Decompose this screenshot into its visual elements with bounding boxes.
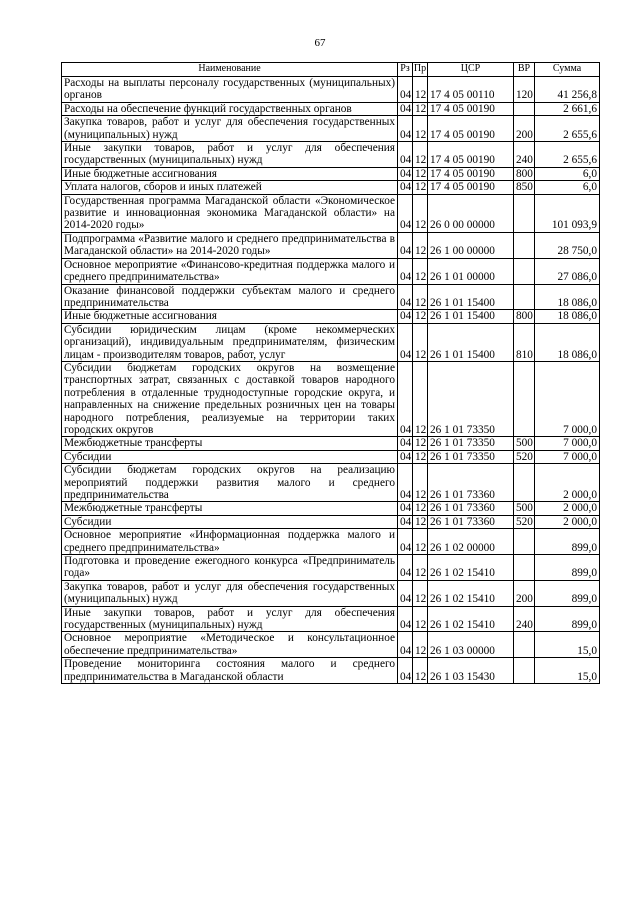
table-row bbox=[62, 502, 600, 515]
table-row bbox=[62, 361, 600, 436]
header-name: Наименование bbox=[62, 63, 398, 77]
row-csr: 26 1 02 15410 bbox=[428, 580, 514, 606]
table-row bbox=[62, 142, 600, 168]
row-name: Расходы на выплаты персоналу государственных (муниципальных) органов bbox=[62, 77, 398, 103]
row-name: Субсидии бюджетам городских округов на возмещение транспортных затрат, связанных с доставкой товаров народного потребления в отдаленные труднодоступные городские округа, и направленных на снижение предельных розничных цен на товары народного потребления, реализуемые на территории таких городских округов bbox=[62, 361, 398, 436]
row-vr bbox=[514, 232, 535, 258]
row-rz: 04 bbox=[398, 632, 413, 658]
row-sum: 2 661,6 bbox=[535, 102, 600, 115]
row-name: Закупка товаров, работ и услуг для обеспечения государственных (муниципальных) нужд bbox=[62, 116, 398, 142]
row-pr: 12 bbox=[413, 142, 428, 168]
row-pr: 12 bbox=[413, 555, 428, 581]
row-name: Иные закупки товаров, работ и услуг для обеспечения государственных (муниципальных) нужд bbox=[62, 606, 398, 632]
table-row bbox=[62, 606, 600, 632]
row-pr: 12 bbox=[413, 194, 428, 232]
row-pr: 12 bbox=[413, 310, 428, 323]
row-name: Подпрограмма «Развитие малого и среднего предпринимательства в Магаданской области» на 2014-2020 годы» bbox=[62, 232, 398, 258]
row-rz: 04 bbox=[398, 116, 413, 142]
row-pr: 12 bbox=[413, 464, 428, 502]
row-pr: 12 bbox=[413, 258, 428, 284]
row-vr: 240 bbox=[514, 142, 535, 168]
row-sum: 7 000,0 bbox=[535, 361, 600, 436]
row-rz: 04 bbox=[398, 258, 413, 284]
budget-table bbox=[61, 62, 600, 684]
row-vr: 800 bbox=[514, 310, 535, 323]
row-pr: 12 bbox=[413, 323, 428, 361]
row-csr: 17 4 05 00190 bbox=[428, 181, 514, 194]
row-name: Иные закупки товаров, работ и услуг для обеспечения государственных (муниципальных) нужд bbox=[62, 142, 398, 168]
row-csr: 26 1 01 15400 bbox=[428, 323, 514, 361]
row-csr: 26 1 01 00000 bbox=[428, 258, 514, 284]
table-row bbox=[62, 310, 600, 323]
row-rz: 04 bbox=[398, 658, 413, 684]
row-sum: 27 086,0 bbox=[535, 258, 600, 284]
table-row bbox=[62, 194, 600, 232]
row-csr: 17 4 05 00190 bbox=[428, 167, 514, 180]
row-vr: 500 bbox=[514, 437, 535, 450]
row-name: Закупка товаров, работ и услуг для обеспечения государственных (муниципальных) нужд bbox=[62, 580, 398, 606]
row-rz: 04 bbox=[398, 606, 413, 632]
table-row bbox=[62, 437, 600, 450]
table-row bbox=[62, 464, 600, 502]
row-name: Основное мероприятие «Информационная поддержка малого и среднего предпринимательства» bbox=[62, 529, 398, 555]
row-csr: 26 1 01 15400 bbox=[428, 284, 514, 310]
header-vr: ВР bbox=[514, 63, 535, 77]
row-vr bbox=[514, 555, 535, 581]
row-sum: 899,0 bbox=[535, 555, 600, 581]
table-row bbox=[62, 77, 600, 103]
row-pr: 12 bbox=[413, 181, 428, 194]
row-name: Уплата налогов, сборов и иных платежей bbox=[62, 181, 398, 194]
table-row bbox=[62, 450, 600, 463]
row-pr: 12 bbox=[413, 632, 428, 658]
row-pr: 12 bbox=[413, 606, 428, 632]
row-vr: 850 bbox=[514, 181, 535, 194]
row-name: Подготовка и проведение ежегодного конкурса «Предприниматель года» bbox=[62, 555, 398, 581]
row-csr: 26 1 01 73350 bbox=[428, 437, 514, 450]
row-name: Субсидии бюджетам городских округов на реализацию мероприятий поддержки развития малого и среднего предпринимательства bbox=[62, 464, 398, 502]
row-name: Государственная программа Магаданской области «Экономическое развитие и инновационная экономика Магаданской области» на 2014-2020 годы» bbox=[62, 194, 398, 232]
row-pr: 12 bbox=[413, 284, 428, 310]
row-name: Оказание финансовой поддержки субъектам малого и среднего предпринимательства bbox=[62, 284, 398, 310]
table-row bbox=[62, 258, 600, 284]
row-csr: 26 1 02 15410 bbox=[428, 555, 514, 581]
row-sum: 15,0 bbox=[535, 658, 600, 684]
row-pr: 12 bbox=[413, 658, 428, 684]
row-sum: 2 000,0 bbox=[535, 515, 600, 528]
row-pr: 12 bbox=[413, 167, 428, 180]
row-csr: 26 0 00 00000 bbox=[428, 194, 514, 232]
row-csr: 26 1 01 15400 bbox=[428, 310, 514, 323]
row-vr: 810 bbox=[514, 323, 535, 361]
row-sum: 15,0 bbox=[535, 632, 600, 658]
row-sum: 18 086,0 bbox=[535, 323, 600, 361]
row-vr: 500 bbox=[514, 502, 535, 515]
table-row bbox=[62, 555, 600, 581]
row-vr: 520 bbox=[514, 450, 535, 463]
table-row bbox=[62, 529, 600, 555]
row-vr bbox=[514, 464, 535, 502]
header-sum: Сумма bbox=[535, 63, 600, 77]
row-csr: 26 1 01 73350 bbox=[428, 361, 514, 436]
table-header-row bbox=[62, 63, 600, 77]
row-csr: 17 4 05 00190 bbox=[428, 142, 514, 168]
row-rz: 04 bbox=[398, 232, 413, 258]
row-csr: 26 1 03 15430 bbox=[428, 658, 514, 684]
table-row bbox=[62, 181, 600, 194]
row-pr: 12 bbox=[413, 116, 428, 142]
row-sum: 899,0 bbox=[535, 606, 600, 632]
row-pr: 12 bbox=[413, 361, 428, 436]
row-pr: 12 bbox=[413, 450, 428, 463]
row-vr: 800 bbox=[514, 167, 535, 180]
row-csr: 17 4 05 00190 bbox=[428, 102, 514, 115]
row-vr bbox=[514, 632, 535, 658]
row-sum: 2 000,0 bbox=[535, 464, 600, 502]
row-rz: 04 bbox=[398, 361, 413, 436]
table-row bbox=[62, 232, 600, 258]
row-rz: 04 bbox=[398, 450, 413, 463]
row-pr: 12 bbox=[413, 580, 428, 606]
row-rz: 04 bbox=[398, 194, 413, 232]
row-sum: 101 093,9 bbox=[535, 194, 600, 232]
row-sum: 899,0 bbox=[535, 529, 600, 555]
row-csr: 26 1 02 00000 bbox=[428, 529, 514, 555]
row-rz: 04 bbox=[398, 310, 413, 323]
row-rz: 04 bbox=[398, 464, 413, 502]
row-sum: 7 000,0 bbox=[535, 437, 600, 450]
row-name: Расходы на обеспечение функций государственных органов bbox=[62, 102, 398, 115]
row-sum: 899,0 bbox=[535, 580, 600, 606]
row-vr bbox=[514, 658, 535, 684]
table-row bbox=[62, 515, 600, 528]
row-pr: 12 bbox=[413, 232, 428, 258]
table-row bbox=[62, 580, 600, 606]
row-vr: 200 bbox=[514, 580, 535, 606]
table-row bbox=[62, 632, 600, 658]
row-csr: 26 1 01 73360 bbox=[428, 464, 514, 502]
row-pr: 12 bbox=[413, 515, 428, 528]
table-row bbox=[62, 102, 600, 115]
row-csr: 26 1 01 73360 bbox=[428, 502, 514, 515]
row-rz: 04 bbox=[398, 77, 413, 103]
row-sum: 2 655,6 bbox=[535, 142, 600, 168]
row-name: Межбюджетные трансферты bbox=[62, 502, 398, 515]
row-name: Основное мероприятие «Финансово-кредитная поддержка малого и среднего предпринимательства» bbox=[62, 258, 398, 284]
row-rz: 04 bbox=[398, 181, 413, 194]
row-vr bbox=[514, 102, 535, 115]
header-csr: ЦСР bbox=[428, 63, 514, 77]
row-csr: 26 1 03 00000 bbox=[428, 632, 514, 658]
row-sum: 18 086,0 bbox=[535, 284, 600, 310]
row-rz: 04 bbox=[398, 142, 413, 168]
row-vr: 520 bbox=[514, 515, 535, 528]
row-pr: 12 bbox=[413, 77, 428, 103]
row-csr: 17 4 05 00110 bbox=[428, 77, 514, 103]
row-pr: 12 bbox=[413, 102, 428, 115]
header-rz: Рз bbox=[398, 63, 413, 77]
row-rz: 04 bbox=[398, 529, 413, 555]
row-sum: 6,0 bbox=[535, 181, 600, 194]
row-pr: 12 bbox=[413, 529, 428, 555]
row-csr: 26 1 01 73350 bbox=[428, 450, 514, 463]
table-body bbox=[62, 77, 600, 684]
table-row bbox=[62, 284, 600, 310]
row-vr bbox=[514, 194, 535, 232]
row-rz: 04 bbox=[398, 580, 413, 606]
row-name: Субсидии bbox=[62, 515, 398, 528]
page-number: 67 bbox=[314, 37, 326, 49]
row-name: Проведение мониторинга состояния малого и среднего предпринимательства в Магаданской области bbox=[62, 658, 398, 684]
row-sum: 2 655,6 bbox=[535, 116, 600, 142]
table-row bbox=[62, 658, 600, 684]
row-name: Межбюджетные трансферты bbox=[62, 437, 398, 450]
row-vr bbox=[514, 258, 535, 284]
row-sum: 6,0 bbox=[535, 167, 600, 180]
row-pr: 12 bbox=[413, 437, 428, 450]
row-vr bbox=[514, 284, 535, 310]
row-sum: 2 000,0 bbox=[535, 502, 600, 515]
row-name: Иные бюджетные ассигнования bbox=[62, 310, 398, 323]
row-name: Субсидии bbox=[62, 450, 398, 463]
row-vr: 200 bbox=[514, 116, 535, 142]
row-sum: 7 000,0 bbox=[535, 450, 600, 463]
row-sum: 18 086,0 bbox=[535, 310, 600, 323]
row-rz: 04 bbox=[398, 167, 413, 180]
row-vr: 240 bbox=[514, 606, 535, 632]
row-vr: 120 bbox=[514, 77, 535, 103]
row-rz: 04 bbox=[398, 102, 413, 115]
row-vr bbox=[514, 361, 535, 436]
row-name: Иные бюджетные ассигнования bbox=[62, 167, 398, 180]
row-rz: 04 bbox=[398, 555, 413, 581]
row-sum: 41 256,8 bbox=[535, 77, 600, 103]
row-csr: 26 1 01 73360 bbox=[428, 515, 514, 528]
row-sum: 28 750,0 bbox=[535, 232, 600, 258]
row-csr: 26 1 00 00000 bbox=[428, 232, 514, 258]
row-pr: 12 bbox=[413, 502, 428, 515]
table-row bbox=[62, 323, 600, 361]
row-csr: 26 1 02 15410 bbox=[428, 606, 514, 632]
table-row bbox=[62, 116, 600, 142]
row-vr bbox=[514, 529, 535, 555]
row-rz: 04 bbox=[398, 323, 413, 361]
row-rz: 04 bbox=[398, 502, 413, 515]
row-rz: 04 bbox=[398, 437, 413, 450]
row-name: Субсидии юридическим лицам (кроме некоммерческих организаций), индивидуальным предпринимателям, физическим лицам - производителям товаров, работ, услуг bbox=[62, 323, 398, 361]
table-row bbox=[62, 167, 600, 180]
row-csr: 17 4 05 00190 bbox=[428, 116, 514, 142]
row-rz: 04 bbox=[398, 515, 413, 528]
row-rz: 04 bbox=[398, 284, 413, 310]
header-pr: Пр bbox=[413, 63, 428, 77]
row-name: Основное мероприятие «Методическое и консультационное обеспечение предпринимательства» bbox=[62, 632, 398, 658]
